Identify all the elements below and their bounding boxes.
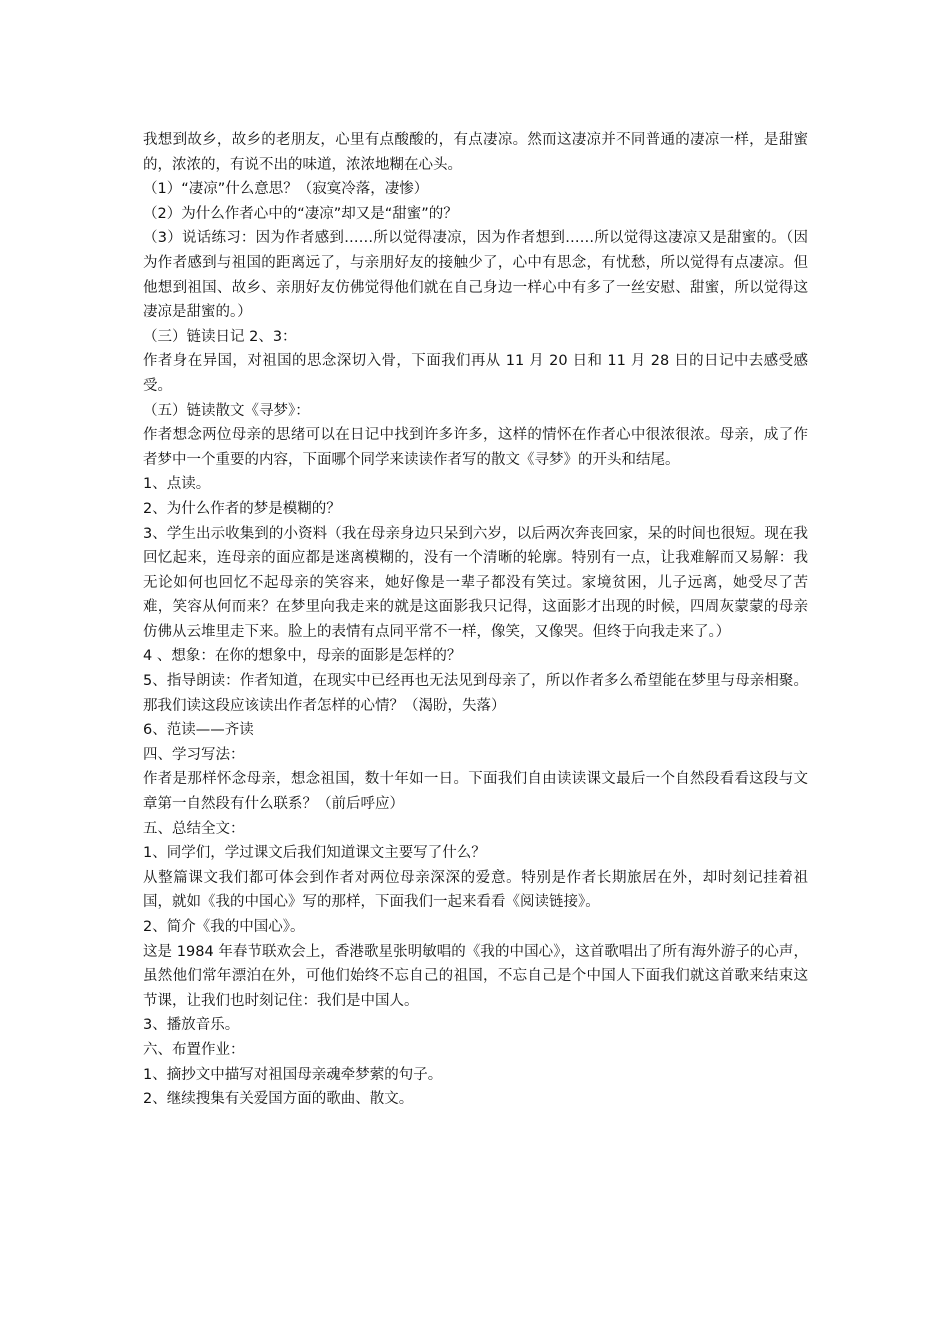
section-homework-heading: 六、布置作业： bbox=[143, 1041, 245, 1058]
section-essay-heading: （五）链读散文《寻梦》： bbox=[143, 402, 310, 419]
summary-item-3: 3、播放音乐。 bbox=[143, 1017, 240, 1034]
paragraph-summary: 从整篇课文我们都可体会到作者对两位母亲深深的爱意。特别是作者长期旅居在外，却时刻记挂着祖国，就如《我的中国心》写的那样，下面我们一起来看看《阅读链接》。 bbox=[143, 869, 808, 911]
homework-item-1: 1、摘抄文中描写对祖国母亲魂牵梦萦的句子。 bbox=[143, 1066, 443, 1083]
section-summary-heading: 五、总结全文： bbox=[143, 820, 245, 837]
list-item-3: 3、学生出示收集到的小资料（我在母亲身边只呆到六岁，以后两次奔丧回家，呆的时间也很短。现在我回忆起来，连母亲的面应都是迷离模糊的，没有一个清晰的轮廓。特别有一点，让我难解而又易解：我无论如何也回忆不起母亲的笑容来，她好像是一辈子都没有笑过。家境贫困，儿子远离，她受尽了苦难，笑容从何而来？在梦里向我走来的就是这面影我只记得，这面影才出现的时候，四周灰蒙蒙的母亲仿佛从云堆里走下来。脸上的表情有点同平常不一样，像笑，又像哭。但终于向我走来了。） bbox=[143, 525, 808, 640]
summary-item-1: 1、同学们，学过课文后我们知道课文主要写了什么？ bbox=[143, 845, 486, 862]
list-item-1: 1、点读。 bbox=[143, 476, 211, 493]
question-3: （3）说话练习：因为作者感到……所以觉得凄凉，因为作者想到……所以觉得这凄凉又是甜蜜的。（因为作者感到与祖国的距离远了，与亲朋好友的接触少了，心中有思念，有忧愁，所以觉得有点凄凉。但他想到祖国、故乡、亲朋好友仿佛觉得他们就在自己身边一样心中有多了一丝安慰、甜蜜，所以觉得这凄凉是甜蜜的。） bbox=[143, 230, 808, 321]
question-2: （2）为什么作者心中的“凄凉”却又是“甜蜜”的？ bbox=[143, 205, 458, 222]
list-item-4: 4 、想象：在你的想象中，母亲的面影是怎样的？ bbox=[143, 648, 462, 665]
paragraph-diary: 作者身在异国，对祖国的思念深切入骨，下面我们再从 11 月 20 日和 11 月 28 日的日记中去感受感受。 bbox=[143, 353, 808, 394]
paragraph-essay: 作者想念两位母亲的思绪可以在日记中找到许多许多，这样的情怀在作者心中很浓很浓。母亲，成了作者梦中一个重要的内容，下面哪个同学来读读作者写的散文《寻梦》的开头和结尾。 bbox=[143, 427, 808, 468]
question-1: （1）“凄凉”什么意思？（寂寞冷落，凄惨） bbox=[143, 181, 429, 198]
list-item-2: 2、为什么作者的梦是模糊的？ bbox=[143, 500, 341, 517]
homework-item-2: 2、继续搜集有关爱国方面的歌曲、散文。 bbox=[143, 1091, 414, 1108]
paragraph-intro: 我想到故乡，故乡的老朋友，心里有点酸酸的，有点凄凉。然而这凄凉并不同普通的凄凉一样，是甜蜜的，浓浓的，有说不出的味道，浓浓地糊在心头。 bbox=[143, 132, 808, 173]
paragraph-writing: 作者是那样怀念母亲，想念祖国，数十年如一日。下面我们自由读读课文最后一个自然段看看这段与文章第一自然段有什么联系？（前后呼应） bbox=[143, 771, 808, 813]
document-page bbox=[143, 128, 808, 1112]
section-diary-heading: （三）链读日记 2、3： bbox=[143, 328, 297, 345]
section-writing-heading: 四、学习写法： bbox=[143, 746, 245, 763]
summary-item-2: 2、简介《我的中国心》。 bbox=[143, 919, 305, 935]
list-item-6: 6、范读——齐读 bbox=[143, 722, 254, 739]
list-item-5: 5、指导朗读：作者知道，在现实中已经再也无法见到母亲了，所以作者多么希望能在梦里与母亲相聚。那我们读这段应该读出作者怎样的心情？（渴盼，失落） bbox=[143, 673, 808, 714]
paragraph-song: 这是 1984 年春节联欢会上，香港歌星张明敏唱的《我的中国心》，这首歌唱出了所有海外游子的心声，虽然他们常年漂泊在外，可他们始终不忘自己的祖国，不忘自己是个中国人下面我们就这首歌来结束这节课，让我们也时刻记住：我们是中国人。 bbox=[143, 943, 808, 1009]
